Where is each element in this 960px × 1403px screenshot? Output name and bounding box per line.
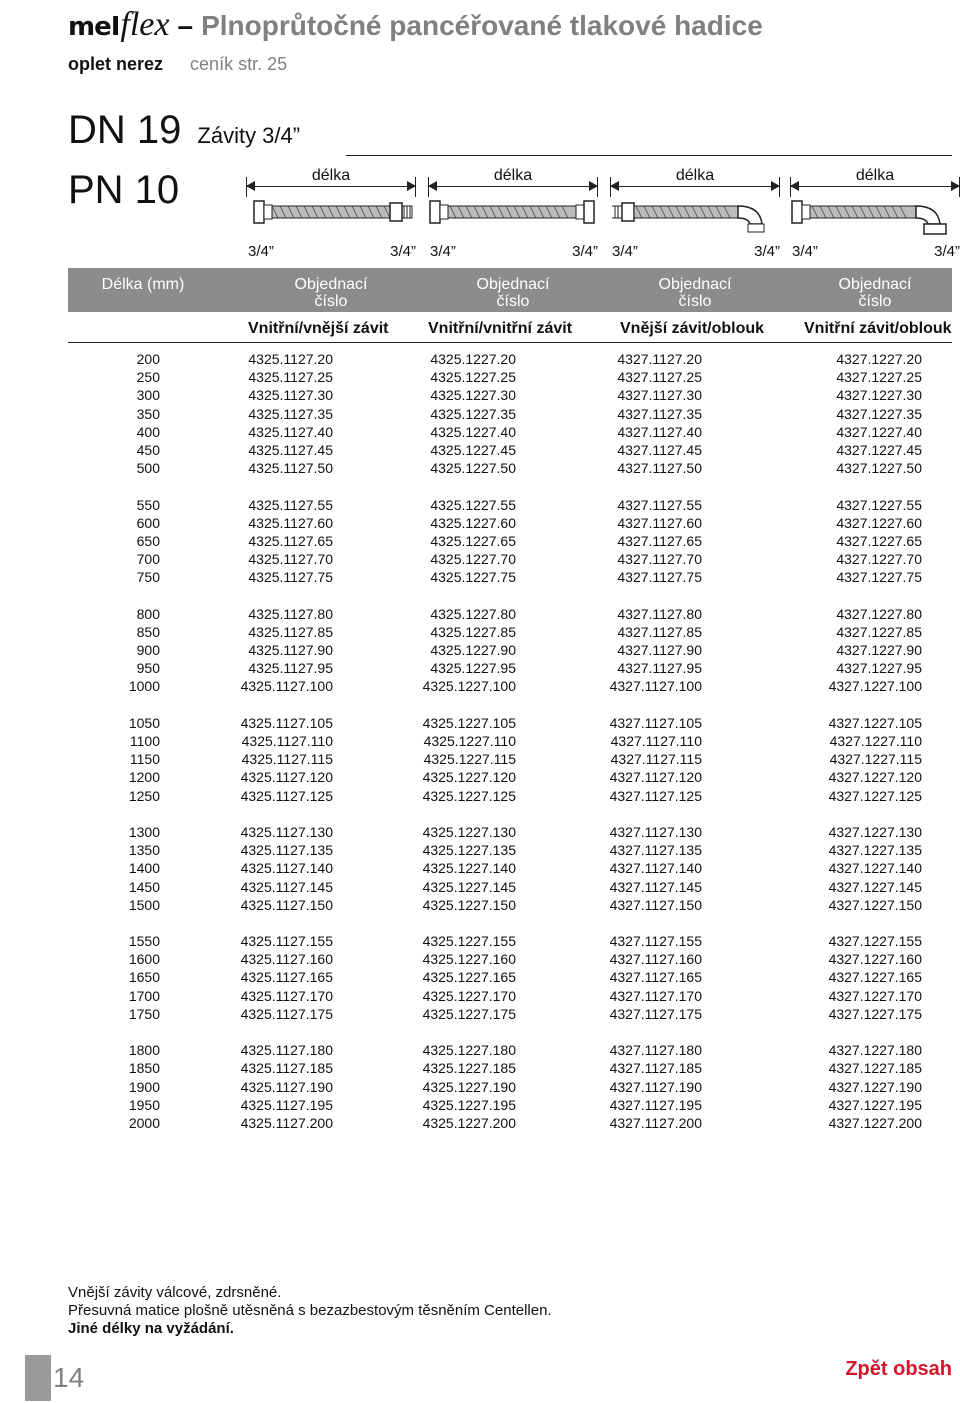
order-number-cell: 4325.1127.135 [240,842,333,859]
order-number-cell: 4325.1127.180 [240,1042,333,1059]
table-row [68,386,952,404]
table-row [68,1041,952,1059]
hose-diagram-3 [610,165,780,265]
order-number-cell: 4327.1127.165 [609,969,702,986]
length-cell: 1650 [128,969,160,986]
page-marker [25,1355,51,1401]
order-number-cell: 4325.1127.200 [240,1114,333,1131]
order-number-cell: 4327.1227.145 [828,878,922,895]
length-cell: 500 [136,460,160,477]
order-number-cell: 4327.1127.20 [617,351,702,368]
brand-logo-flex: flex [120,6,170,43]
length-cell: 1050 [128,714,160,731]
thread-type-4: Vnitřní závit/oblouk [804,320,952,337]
pn-value: PN 10 [68,168,180,212]
table-row [68,568,952,586]
length-label: délka [675,167,715,184]
table-header-band [68,268,952,312]
table-row [68,623,952,641]
order-header-4: Objednací číslo [838,276,912,310]
group-spacer [68,696,952,714]
order-number-cell: 4325.1227.95 [430,660,516,677]
table-row [68,659,952,677]
table-row [68,968,952,986]
table-row [68,1096,952,1114]
order-number-cell: 4327.1127.180 [609,1042,702,1059]
order-number-cell: 4327.1227.160 [828,951,922,968]
order-number-cell: 4325.1227.165 [422,969,516,986]
order-number-cell: 4325.1227.60 [430,514,516,531]
left-thread: 3/4” [792,243,818,260]
order-number-cell: 4327.1227.195 [828,1096,922,1113]
order-number-cell: 4325.1227.110 [423,733,516,750]
table-row [68,714,952,732]
length-cell: 1000 [128,678,160,695]
order-number-cell: 4325.1227.55 [430,496,516,513]
note-line-3: Jiné délky na vyžádání. [68,1320,234,1337]
right-thread: 3/4” [754,243,780,260]
order-number-cell: 4325.1127.80 [248,605,333,622]
order-number-cell: 4327.1127.125 [609,787,702,804]
order-number-cell: 4325.1227.195 [422,1096,516,1113]
group-spacer [68,477,952,495]
order-number-cell: 4327.1227.50 [836,460,922,477]
order-number-cell: 4325.1127.95 [248,660,333,677]
order-number-cell: 4325.1127.40 [248,423,333,440]
length-cell: 1300 [128,823,160,840]
page-number: 14 [53,1362,85,1393]
order-number-cell: 4327.1127.95 [617,660,702,677]
order-number-cell: 4327.1127.105 [609,714,702,731]
order-number-cell: 4325.1227.115 [423,751,516,768]
table-row [68,750,952,768]
left-thread: 3/4” [248,243,274,260]
order-number-cell: 4327.1227.115 [829,751,922,768]
order-number-cell: 4327.1127.80 [617,605,702,622]
order-number-cell: 4327.1227.175 [828,1005,922,1022]
page-title: Plnoprůtočné pancéřované tlakové hadice [201,10,763,41]
length-cell: 1200 [128,769,160,786]
order-number-cell: 4325.1127.20 [248,351,333,368]
table-row [68,1059,952,1077]
length-label: délka [493,167,533,184]
order-number-cell: 4325.1127.155 [240,933,333,950]
subtitle-pricelist: ceník str. 25 [190,54,288,74]
table-row [68,496,952,514]
length-cell: 950 [136,660,160,677]
order-number-cell: 4327.1127.50 [617,460,702,477]
order-number-cell: 4325.1227.200 [422,1114,516,1131]
order-number-cell: 4327.1127.60 [617,514,702,531]
length-cell: 1150 [129,751,160,768]
length-cell: 450 [136,442,160,459]
order-number-cell: 4325.1227.140 [422,860,516,877]
length-cell: 400 [136,423,160,440]
title-dash: – [177,10,194,41]
order-number-cell: 4325.1227.35 [430,405,516,422]
length-cell: 1950 [128,1096,160,1113]
brand-logo-mei: meI [68,12,120,42]
table-row [68,1078,952,1096]
length-cell: 1100 [129,733,160,750]
order-number-cell: 4325.1227.145 [422,878,516,895]
order-number-cell: 4325.1227.65 [430,532,516,549]
length-cell: 300 [136,387,160,404]
group-spacer [68,1023,952,1041]
length-cell: 600 [136,514,160,531]
order-number-cell: 4325.1127.115 [241,751,333,768]
table-row [68,423,952,441]
order-number-cell: 4325.1227.120 [422,769,516,786]
table-row [68,768,952,786]
order-number-cell: 4327.1227.135 [828,842,922,859]
order-number-cell: 4327.1127.200 [609,1114,702,1131]
table-row [68,987,952,1005]
table-row [68,514,952,532]
elbow-hose-icon [610,195,780,235]
table-row [68,950,952,968]
header-divider [68,342,952,343]
order-number-cell: 4325.1227.105 [422,714,516,731]
order-number-cell: 4327.1127.120 [609,769,702,786]
order-number-cell: 4325.1227.180 [422,1042,516,1059]
order-number-cell: 4325.1127.35 [248,405,333,422]
order-number-cell: 4325.1227.130 [422,823,516,840]
order-number-cell: 4325.1227.20 [430,351,516,368]
dn-value: DN 19 [68,108,182,152]
table-row [68,841,952,859]
order-number-cell: 4325.1227.75 [430,569,516,586]
subtitle-material: oplet nerez [68,54,164,74]
straight-hose-icon [428,195,598,235]
order-number-cell: 4327.1127.65 [617,532,702,549]
order-number-cell: 4327.1227.60 [836,514,922,531]
order-number-cell: 4327.1127.90 [617,642,702,659]
order-number-cell: 4327.1127.135 [609,842,702,859]
order-number-cell: 4325.1127.195 [240,1096,333,1113]
length-cell: 1400 [128,860,160,877]
note-line-1: Vnější závity válcové, zdrsněné. [68,1284,282,1301]
order-number-cell: 4327.1227.180 [828,1042,922,1059]
table-row [68,859,952,877]
length-cell: 1250 [128,787,160,804]
order-number-cell: 4327.1227.95 [836,660,922,677]
order-number-cell: 4327.1127.40 [617,423,702,440]
back-to-contents-link[interactable]: Zpět obsah [845,1358,952,1380]
table-row [68,787,952,805]
left-thread: 3/4” [612,243,638,260]
length-cell: 1450 [128,878,160,895]
order-number-cell: 4327.1127.100 [609,678,702,695]
order-number-cell: 4327.1127.25 [617,369,702,386]
length-cell: 1500 [128,896,160,913]
order-number-cell: 4327.1227.200 [828,1114,922,1131]
order-number-cell: 4327.1127.35 [617,405,702,422]
right-thread: 3/4” [934,243,960,260]
order-number-cell: 4327.1127.175 [609,1005,702,1022]
thread-type-3: Vnější závit/oblouk [620,320,765,337]
order-number-cell: 4327.1227.25 [836,369,922,386]
order-number-cell: 4325.1127.60 [248,514,333,531]
order-table [68,350,952,1132]
length-cell: 850 [136,623,160,640]
order-number-cell: 4325.1127.65 [248,532,333,549]
order-number-cell: 4325.1227.45 [430,442,516,459]
order-number-cell: 4327.1227.110 [829,733,922,750]
length-cell: 250 [136,369,160,386]
order-number-cell: 4325.1227.150 [422,896,516,913]
dimension-arrow [246,186,416,187]
order-number-cell: 4325.1227.160 [422,951,516,968]
hose-diagram-2 [428,165,598,265]
order-number-cell: 4325.1227.125 [422,787,516,804]
order-number-cell: 4327.1227.100 [828,678,922,695]
order-number-cell: 4327.1127.30 [617,387,702,404]
order-number-cell: 4327.1127.190 [609,1078,702,1095]
order-number-cell: 4327.1227.105 [828,714,922,731]
order-number-cell: 4327.1227.45 [836,442,922,459]
order-number-cell: 4327.1227.150 [828,896,922,913]
order-number-cell: 4325.1127.70 [248,551,333,568]
order-number-cell: 4327.1227.65 [836,532,922,549]
order-number-cell: 4327.1227.125 [828,787,922,804]
length-cell: 800 [136,605,160,622]
order-number-cell: 4325.1127.30 [248,387,333,404]
dimension-arrow [790,186,960,187]
length-label: délka [855,167,895,184]
order-number-cell: 4327.1227.35 [836,405,922,422]
order-number-cell: 4327.1227.155 [828,933,922,950]
order-number-cell: 4327.1227.185 [828,1060,922,1077]
order-number-cell: 4327.1227.130 [828,823,922,840]
length-label: délka [311,167,351,184]
order-number-cell: 4325.1127.190 [240,1078,333,1095]
order-header-3: Objednací číslo [658,276,732,310]
order-number-cell: 4325.1227.170 [422,987,516,1004]
table-row [68,350,952,368]
order-number-cell: 4325.1127.90 [248,642,333,659]
order-number-cell: 4325.1227.70 [430,551,516,568]
order-number-cell: 4327.1127.110 [610,733,702,750]
length-cell: 900 [136,642,160,659]
order-number-cell: 4325.1127.110 [241,733,333,750]
length-cell: 1850 [128,1060,160,1077]
order-number-cell: 4325.1227.185 [422,1060,516,1077]
right-thread: 3/4” [572,243,598,260]
order-number-cell: 4325.1227.50 [430,460,516,477]
length-cell: 1700 [128,987,160,1004]
table-row [68,368,952,386]
thread-type-2: Vnitřní/vnitřní závit [428,320,573,337]
order-number-cell: 4325.1127.140 [240,860,333,877]
table-row [68,677,952,695]
table-row [68,441,952,459]
elbow-hose-icon [790,195,960,235]
order-number-cell: 4327.1127.170 [609,987,702,1004]
length-cell: 1800 [128,1042,160,1059]
table-row [68,405,952,423]
order-number-cell: 4325.1127.150 [240,896,333,913]
order-number-cell: 4325.1127.185 [240,1060,333,1077]
order-header-1: Objednací číslo [294,276,368,310]
order-number-cell: 4325.1227.155 [422,933,516,950]
table-row [68,641,952,659]
order-number-cell: 4325.1127.165 [240,969,333,986]
order-number-cell: 4325.1127.170 [240,987,333,1004]
order-number-cell: 4325.1227.175 [422,1005,516,1022]
table-row [68,532,952,550]
length-cell: 750 [136,569,160,586]
order-number-cell: 4327.1127.195 [609,1096,702,1113]
order-number-cell: 4327.1127.115 [610,751,702,768]
dn-spec [68,108,300,153]
order-number-cell: 4327.1127.160 [609,951,702,968]
order-number-cell: 4325.1227.40 [430,423,516,440]
subtitle [68,54,287,75]
order-number-cell: 4327.1227.170 [828,987,922,1004]
brand-header [68,6,763,44]
order-number-cell: 4325.1127.45 [248,442,333,459]
order-number-cell: 4325.1227.25 [430,369,516,386]
order-number-cell: 4325.1127.130 [240,823,333,840]
order-number-cell: 4327.1227.75 [836,569,922,586]
thread-size: Závity 3/4” [197,123,301,148]
length-cell: 2000 [128,1114,160,1131]
length-cell: 1900 [128,1078,160,1095]
length-cell: 350 [136,405,160,422]
order-number-cell: 4325.1127.125 [240,787,333,804]
order-number-cell: 4327.1227.80 [836,605,922,622]
length-header: Délka (mm) [101,276,185,293]
length-cell: 200 [136,351,160,368]
order-number-cell: 4325.1127.120 [240,769,333,786]
order-number-cell: 4327.1127.155 [609,933,702,950]
divider-top [346,155,952,156]
group-spacer [68,805,952,823]
table-row [68,823,952,841]
notes [68,1284,552,1338]
straight-hose-icon [246,195,416,235]
order-number-cell: 4327.1227.55 [836,496,922,513]
order-number-cell: 4325.1127.25 [248,369,333,386]
table-row [68,1005,952,1023]
group-spacer [68,586,952,604]
length-cell: 1350 [128,842,160,859]
length-cell: 650 [136,532,160,549]
right-thread: 3/4” [390,243,416,260]
dimension-arrow [428,186,598,187]
order-number-cell: 4325.1127.175 [240,1005,333,1022]
order-number-cell: 4327.1127.70 [617,551,702,568]
order-number-cell: 4325.1227.85 [430,623,516,640]
order-header-2: Objednací číslo [476,276,550,310]
length-cell: 1550 [128,933,160,950]
order-number-cell: 4325.1227.90 [430,642,516,659]
order-number-cell: 4327.1227.190 [828,1078,922,1095]
order-number-cell: 4325.1127.145 [240,878,333,895]
table-row [68,605,952,623]
order-number-cell: 4325.1127.85 [248,623,333,640]
hose-diagram-4 [790,165,960,265]
order-number-cell: 4325.1127.55 [248,496,333,513]
order-number-cell: 4327.1127.55 [617,496,702,513]
order-number-cell: 4327.1227.40 [836,423,922,440]
table-row [68,896,952,914]
left-thread: 3/4” [430,243,456,260]
order-number-cell: 4327.1127.140 [609,860,702,877]
order-number-cell: 4327.1227.140 [828,860,922,877]
group-spacer [68,914,952,932]
order-number-cell: 4325.1227.80 [430,605,516,622]
order-number-cell: 4325.1127.105 [240,714,333,731]
order-number-cell: 4325.1227.100 [422,678,516,695]
order-number-cell: 4327.1227.70 [836,551,922,568]
dimension-arrow [610,186,780,187]
table-row [68,1114,952,1132]
table-row [68,932,952,950]
table-row [68,459,952,477]
length-cell: 1600 [128,951,160,968]
order-number-cell: 4325.1127.50 [248,460,333,477]
table-row [68,732,952,750]
table-row [68,877,952,895]
order-number-cell: 4327.1227.165 [828,969,922,986]
order-number-cell: 4327.1227.30 [836,387,922,404]
note-line-2: Přesuvná matice plošně utěsněná s bezazbestovým těsněním Centellen. [68,1302,552,1319]
order-number-cell: 4327.1127.85 [617,623,702,640]
length-cell: 550 [136,496,160,513]
order-number-cell: 4327.1127.130 [609,823,702,840]
order-number-cell: 4325.1227.135 [422,842,516,859]
order-number-cell: 4325.1227.190 [422,1078,516,1095]
order-number-cell: 4327.1127.145 [609,878,702,895]
order-number-cell: 4327.1127.150 [609,896,702,913]
order-number-cell: 4327.1227.85 [836,623,922,640]
order-number-cell: 4325.1127.160 [240,951,333,968]
order-number-cell: 4325.1227.30 [430,387,516,404]
hose-diagram-1 [246,165,416,265]
thread-type-1: Vnitřní/vnější závit [248,320,389,337]
order-number-cell: 4327.1127.75 [617,569,702,586]
length-cell: 700 [136,551,160,568]
order-number-cell: 4327.1227.20 [836,351,922,368]
table-row [68,550,952,568]
order-number-cell: 4327.1227.120 [828,769,922,786]
order-number-cell: 4327.1127.185 [609,1060,702,1077]
order-number-cell: 4327.1227.90 [836,642,922,659]
order-number-cell: 4325.1127.75 [248,569,333,586]
length-cell: 1750 [128,1005,160,1022]
order-number-cell: 4327.1127.45 [617,442,702,459]
order-number-cell: 4325.1127.100 [240,678,333,695]
